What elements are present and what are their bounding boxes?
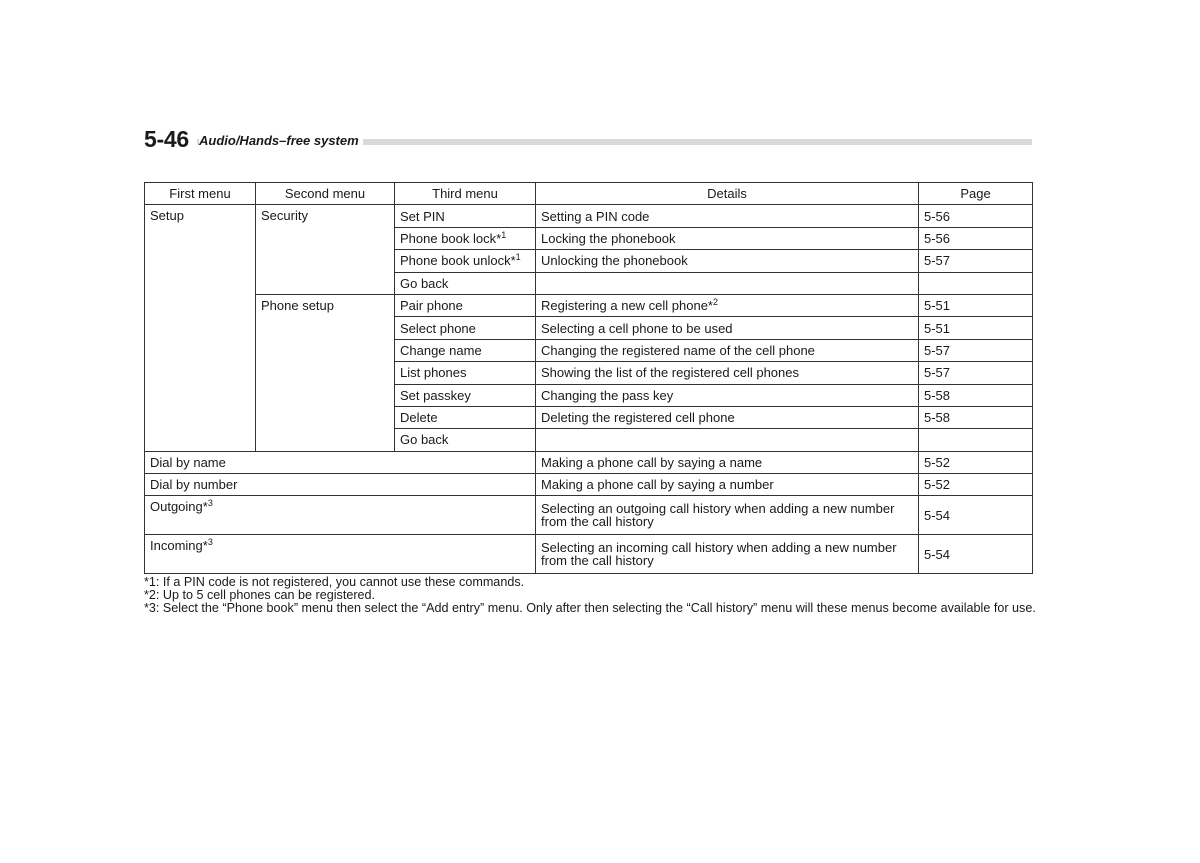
page-header [144,124,1032,154]
footnote-ref: 2 [713,297,719,308]
first-menu-setup: Setup [145,205,256,451]
third-menu-label: Go back [400,275,449,291]
page-cell: 5-51 [919,317,1033,339]
table-header-row [145,183,1033,205]
menu-table [144,182,1033,574]
first-menu-cell: Dial by number [145,474,536,496]
table-row [145,474,1033,496]
details-cell: Making a phone call by saying a number [536,474,919,496]
table-row [145,205,1033,227]
footnote-ref: 3 [207,498,213,509]
third-menu-cell: Change name [395,339,536,361]
footnote-2: *2: Up to 5 cell phones can be registered. [144,588,376,602]
footnote-3: *3: Select the “Phone book” menu then select the “Add entry” menu. Only after then selecting the “Call history” menu will these menus become available for use. [144,601,1036,615]
footnote-1: *1: If a PIN code is not registered, you cannot use these commands. [144,575,525,589]
third-menu-label: Phone book unlock* [400,253,516,269]
page-cell: 5-57 [919,339,1033,361]
section-title: Audio/Hands–free system [199,133,363,149]
first-menu-cell: Dial by name [145,451,536,473]
details-text: Registering a new cell phone* [541,298,713,314]
page-cell: 5-58 [919,406,1033,428]
details-cell: Making a phone call by saying a name [536,451,919,473]
page-number: 5-46 [144,124,197,154]
third-menu-cell: Select phone [395,317,536,339]
first-menu-cell [145,535,536,574]
second-menu-security: Security [256,205,395,295]
page-cell: 5-51 [919,294,1033,316]
third-menu-label: Phone book lock* [400,230,502,246]
third-menu-cell: Go back [395,429,536,451]
details-cell: Locking the phonebook [536,227,919,249]
details-cell [536,294,919,316]
column-header-page: Page [919,183,1033,205]
table-row [145,496,1033,535]
third-menu-cell: List phones [395,362,536,384]
page-cell: 5-52 [919,474,1033,496]
details-cell [536,272,919,294]
details-cell: Changing the pass key [536,384,919,406]
third-menu-cell: Delete [395,406,536,428]
details-cell: Deleting the registered cell phone [536,406,919,428]
column-header-first-menu: First menu [145,183,256,205]
first-menu-label: Outgoing* [150,499,208,515]
third-menu-label: Set PIN [400,208,445,224]
third-menu-cell [395,250,536,272]
details-cell: Unlocking the phonebook [536,250,919,272]
first-menu-cell [145,496,536,535]
page-cell: 5-52 [919,451,1033,473]
footnote-ref: 1 [501,229,507,240]
first-menu-label: Incoming* [150,538,208,554]
details-cell: Showing the list of the registered cell phones [536,362,919,384]
third-menu-cell [395,227,536,249]
page-cell: 5-54 [919,496,1033,535]
page-cell [919,272,1033,294]
third-menu-cell [395,205,536,227]
page-cell: 5-56 [919,205,1033,227]
details-cell: Selecting a cell phone to be used [536,317,919,339]
details-cell: Selecting an outgoing call history when adding a new number from the call history [536,496,919,535]
details-cell [536,429,919,451]
footnote-ref: 3 [207,537,213,548]
footnote-ref: 1 [515,252,521,263]
second-menu-phone-setup: Phone setup [256,294,395,451]
details-cell: Selecting an incoming call history when adding a new number from the call history [536,535,919,574]
page-cell: 5-57 [919,250,1033,272]
details-cell: Changing the registered name of the cell phone [536,339,919,361]
third-menu-cell: Set passkey [395,384,536,406]
details-cell: Setting a PIN code [536,205,919,227]
column-header-details: Details [536,183,919,205]
table-row [145,294,1033,316]
page-cell: 5-57 [919,362,1033,384]
column-header-second-menu: Second menu [256,183,395,205]
third-menu-cell [395,272,536,294]
page-cell: 5-58 [919,384,1033,406]
page-cell [919,429,1033,451]
column-header-third-menu: Third menu [395,183,536,205]
page-cell: 5-54 [919,535,1033,574]
footnotes [144,576,1036,615]
third-menu-cell [395,294,536,316]
table-row [145,535,1033,574]
third-menu-label: Pair phone [400,298,463,314]
page-cell: 5-56 [919,227,1033,249]
table-row [145,451,1033,473]
